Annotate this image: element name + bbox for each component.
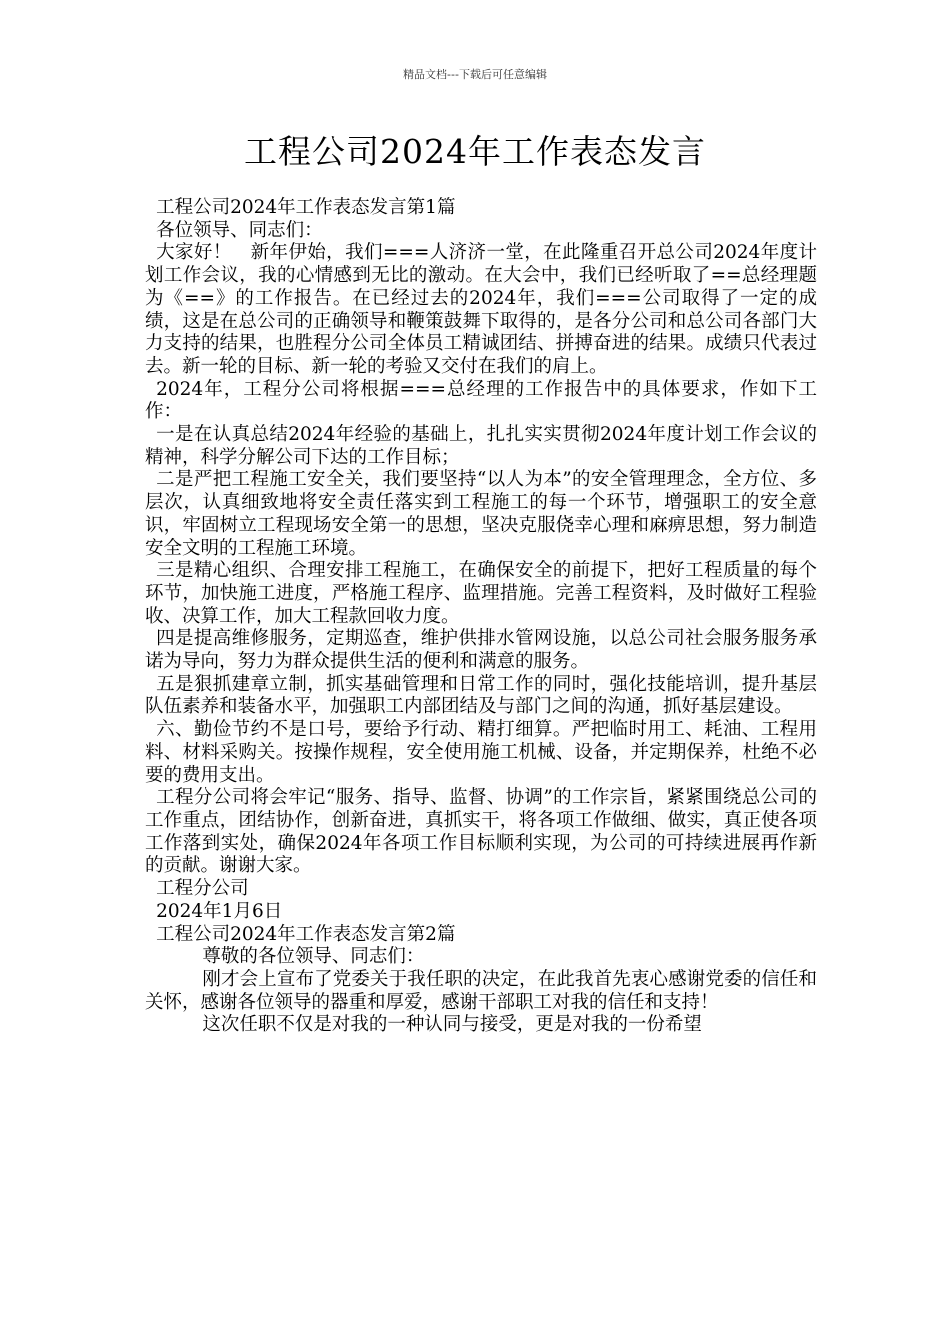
paragraph: 六、勤俭节约不是口号，要给予行动、精打细算。严把临时用工、耗油、工程用料、材料采购关。按操作规程，安全使用施工机械、设备，并定期保养，杜绝不必要的费用支出。 <box>145 719 817 786</box>
paragraph: 三是精心组织、合理安排工程施工，在确保安全的前提下，把好工程质量的每个环节，加快施工进度，严格施工程序、监理措施。完善工程资料，及时做好工程验收、决算工作，加大工程款回收力度。 <box>145 560 817 627</box>
paragraph: 工程公司2024年工作表态发言第2篇 <box>156 923 456 945</box>
document-body <box>145 197 817 1037</box>
paragraph: 各位领导、同志们： <box>156 219 323 241</box>
paragraph: 工程公司2024年工作表态发言第1篇 <box>156 197 456 218</box>
paragraph: 刚才会上宣布了党委关于我任职的决定，在此我首先衷心感谢党委的信任和关怀，感谢各位领导的器重和厚爱，感谢干部职工对我的信任和支持！ <box>145 968 817 1013</box>
paragraph: 大家好！ 新年伊始，我们===人济济一堂，在此隆重召开总公司2024年度计划工作会议，我的心情感到无比的激动。在大会中，我们已经听取了==总经理题为《==》的工作报告。在已经过去的2024年，我们===公司取得了一定的成绩，这是在总公司的正确领导和鞭策鼓舞下取得的，是各分公司和总公司各部门大力支持的结果，也胜程分公司全体员工精诚团结、拼搏奋进的结果。成绩只代表过去。新一轮的目标、新一轮的考验又交付在我们的肩上。 <box>145 242 817 377</box>
paragraph: 五是狠抓建章立制，抓实基础管理和日常工作的同时，强化技能培训，提升基层队伍素养和装备水平，加强职工内部团结及与部门之间的沟通，抓好基层建设。 <box>145 673 817 718</box>
paragraph: 四是提高维修服务，定期巡查，维护供排水管网设施，以总公司社会服务服务承诺为导向，努力为群众提供生活的便利和满意的服务。 <box>145 628 817 673</box>
paragraph: 2024年，工程分公司将根据===总经理的工作报告中的具体要求，作如下工作： <box>145 378 817 423</box>
paragraph: 工程分公司 <box>156 878 249 900</box>
paragraph: 这次任职不仅是对我的一种认同与接受，更是对我的一份希望 <box>202 1014 702 1036</box>
document-title: 工程公司2024年工作表态发言 <box>244 132 706 171</box>
paragraph: 尊敬的各位领导、同志们： <box>202 946 425 968</box>
paragraph: 一是在认真总结2024年经验的基础上，扎扎实实贯彻2024年度计划工作会议的精神，科学分解公司下达的工作目标； <box>145 424 817 468</box>
paragraph: 二是严把工程施工安全关，我们要坚持“以人为本”的安全管理理念，全方位、多层次，认真细致地将安全责任落实到工程施工的每一个环节，增强职工的安全意识，牢固树立工程现场安全第一的思想，坚决克服侥幸心理和麻痹思想，努力制造安全文明的工程施工环境。 <box>145 469 817 559</box>
header-note: 精品文档---下载后可任意编辑 <box>403 68 547 81</box>
paragraph: 工程分公司将会牢记“服务、指导、监督、协调”的工作宗旨，紧紧围绕总公司的工作重点，团结协作，创新奋进，真抓实干，将各项工作做细、做实，真正使各项工作落到实处，确保2024年各项工作目标顺利实现，为公司的可持续进展再作新的贡献。谢谢大家。 <box>145 787 817 877</box>
paragraph: 2024年1月6日 <box>156 900 283 922</box>
